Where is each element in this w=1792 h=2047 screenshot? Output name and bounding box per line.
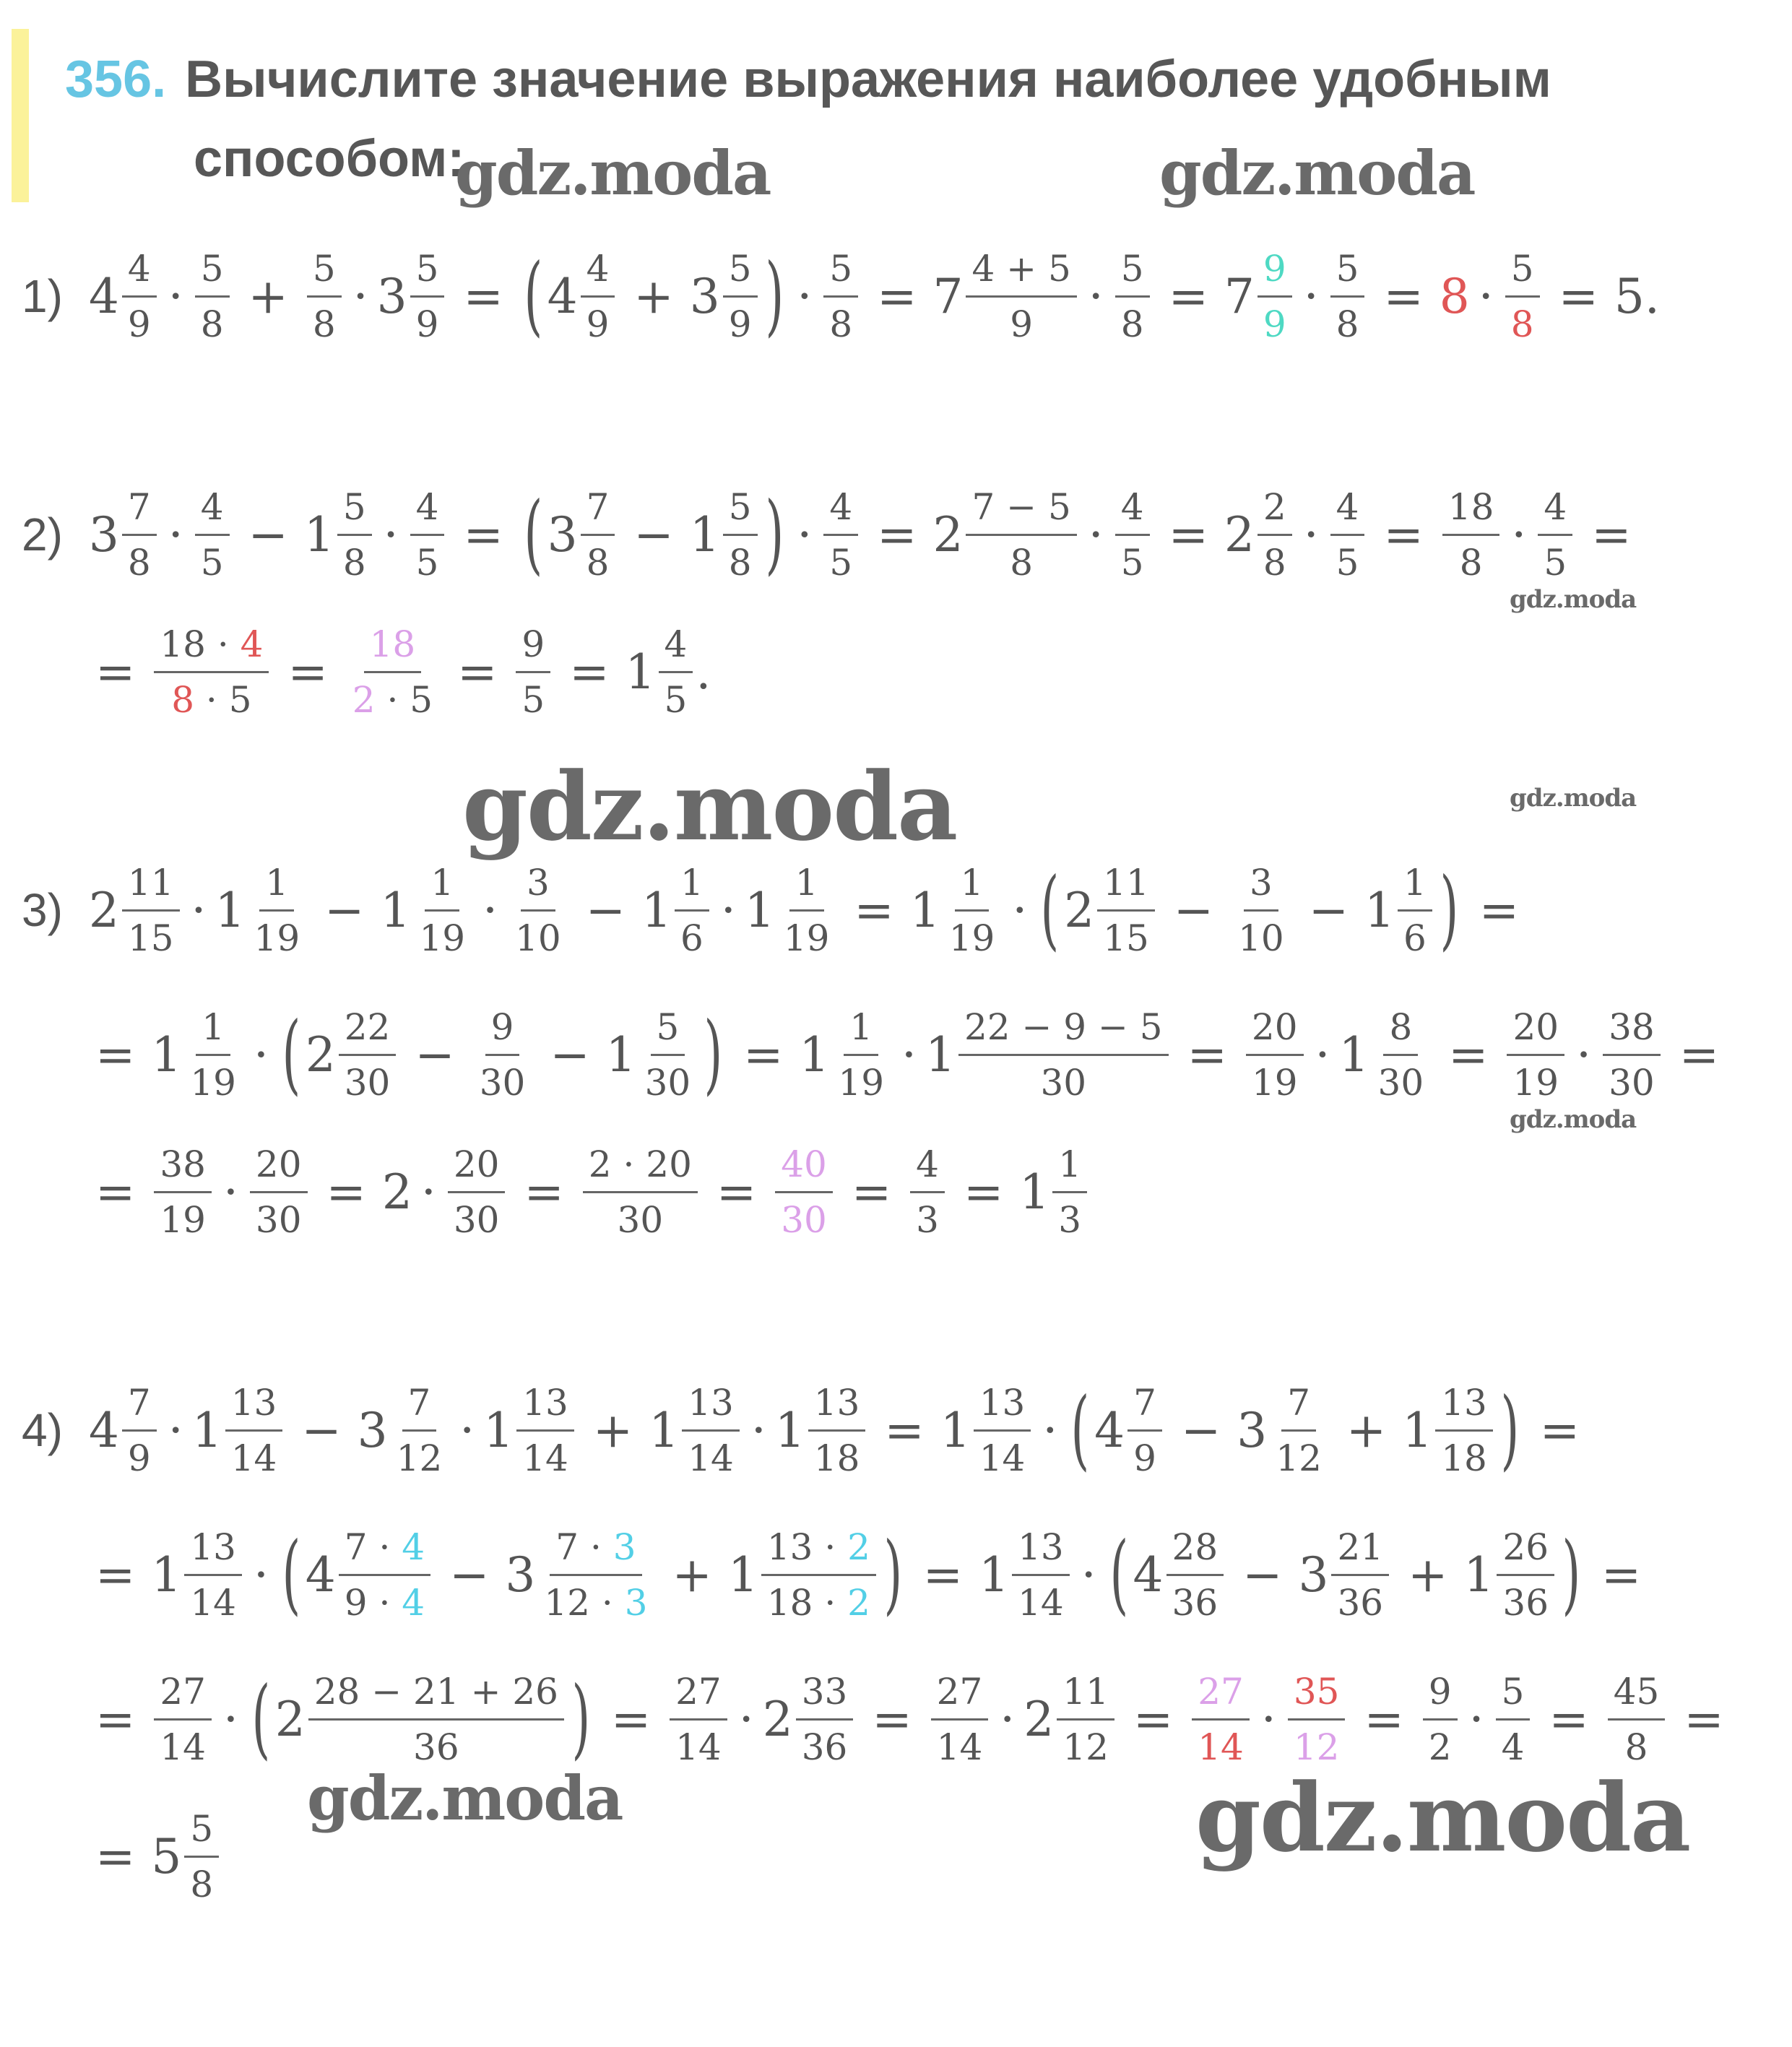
problem-1-line: 1) 4 4 9 · 5 8 + $\frac{5}{8}$ · 3 $\frac{5}{9}$ = ( 4 4 9 + 3 5 9 ) · $\frac{5}{8}$ = 7 4 + 5 9 · $\frac{5}{8}$ = 7 9 9 · $\frac{5}{8}$ = 8 · $\frac{5}{8}$ = 5. <box>22 246 1660 346</box>
watermark: gdz.moda <box>1510 1105 1637 1134</box>
watermark: gdz.moda <box>1510 784 1637 813</box>
problem-4-line-3: = $\frac{27}{14}$ · ( 2 28 − 21 + 26 36 ) = $\frac{27}{14}$ · 2 $\frac{33}{36}$ = $\frac{27}{14}$ · 2 $\frac{11}{12}$ = $\frac{27}{14}$ · $\frac{35}{12}$ = $\frac{9}{2}$ · $\frac{5}{4}$ = $\frac{45}{8}$ = <box>95 1669 1724 1769</box>
task-number: 356. <box>65 51 167 108</box>
watermark: gdz.moda <box>307 1762 623 1834</box>
watermark: gdz.moda <box>1159 137 1475 209</box>
watermark: gdz.moda <box>1510 585 1637 614</box>
problem-3-line-3: = $\frac{38}{19}$ · $\frac{20}{30}$ = 2 · $\frac{20}{30}$ = $\frac{2 \cdot 20}{30}$ = $\frac{40}{30}$ = $\frac{4}{3}$ = 1 1 3 <box>79 1120 1090 1264</box>
watermark: gdz.moda <box>455 137 771 209</box>
problem-4-line-2: = 1 13 14 · ( 4 7 · 4 9 · 4 − 3 7 · 3 12 · 3 + 1 13 · 2 18 · 2 ) = 1 13 14 · ( 4 28 36 − 3 21 36 + 1 26 36 ) = <box>95 1524 1642 1624</box>
task-text-line2: способом: <box>194 130 465 188</box>
watermark: gdz.moda <box>1195 1762 1690 1873</box>
problem-3-line-1: 3) 2 11 15 · 1 1 19 − 1 1 19 · 3 10 − 1 1 6 · 1 $\frac{1}{19}$ = 1 1 19 · ( 2 11 15 − $\frac{3}{10}$ − 1 1 6 ) = <box>22 860 1519 960</box>
problem-4-line-1: 4) 4 7 9 · 1 13 14 − 3 7 12 · 1 13 14 + 1 13 14 · 1 $\frac{13}{18}$ = 1 13 14 · ( 4 7 9 − 3 7 12 + 1 13 18 ) = <box>22 1380 1580 1480</box>
problem-label: 1) <box>22 270 63 322</box>
watermark: gdz.moda <box>462 751 957 862</box>
problem-2-line-1: 2) 3 7 8 · 4 5 − 1 5 8 · $\frac{4}{5}$ = ( 3 7 8 − 1 5 8 ) · $\frac{4}{5}$ = 2 7 − 5 8 · $\frac{4}{5}$ = 2 2 8 · $\frac{4}{5}$ = $\frac{18}{8}$ · $\frac{4}{5}$ = <box>22 484 1632 584</box>
problem-2-line-2: = $\frac{18 \cdot 4}{8 \cdot 5}$ = $\frac{18}{2 \cdot 5}$ = $\frac{9}{5}$ = 1 4 5 . <box>95 623 711 721</box>
accent-bar <box>12 29 29 202</box>
task-text-line1: Вычислите значение выражения наиболее удобным <box>185 51 1551 108</box>
problem-label: 4) <box>22 1404 63 1456</box>
problem-label: 2) <box>22 508 63 561</box>
problem-3-line-2: = 1 1 19 · ( 2 22 30 − $\frac{9}{30}$ − 1 5 30 ) = 1 1 19 · 1 $\frac{22 - 9 - 5}{30}$ = $\frac{20}{19}$ · 1 $\frac{8}{30}$ = $\frac{20}{19}$ · $\frac{38}{30}$ = <box>95 1004 1720 1104</box>
problem-label: 3) <box>22 884 63 936</box>
problem-4-line-4: = 5 5 8 <box>79 1784 222 1929</box>
